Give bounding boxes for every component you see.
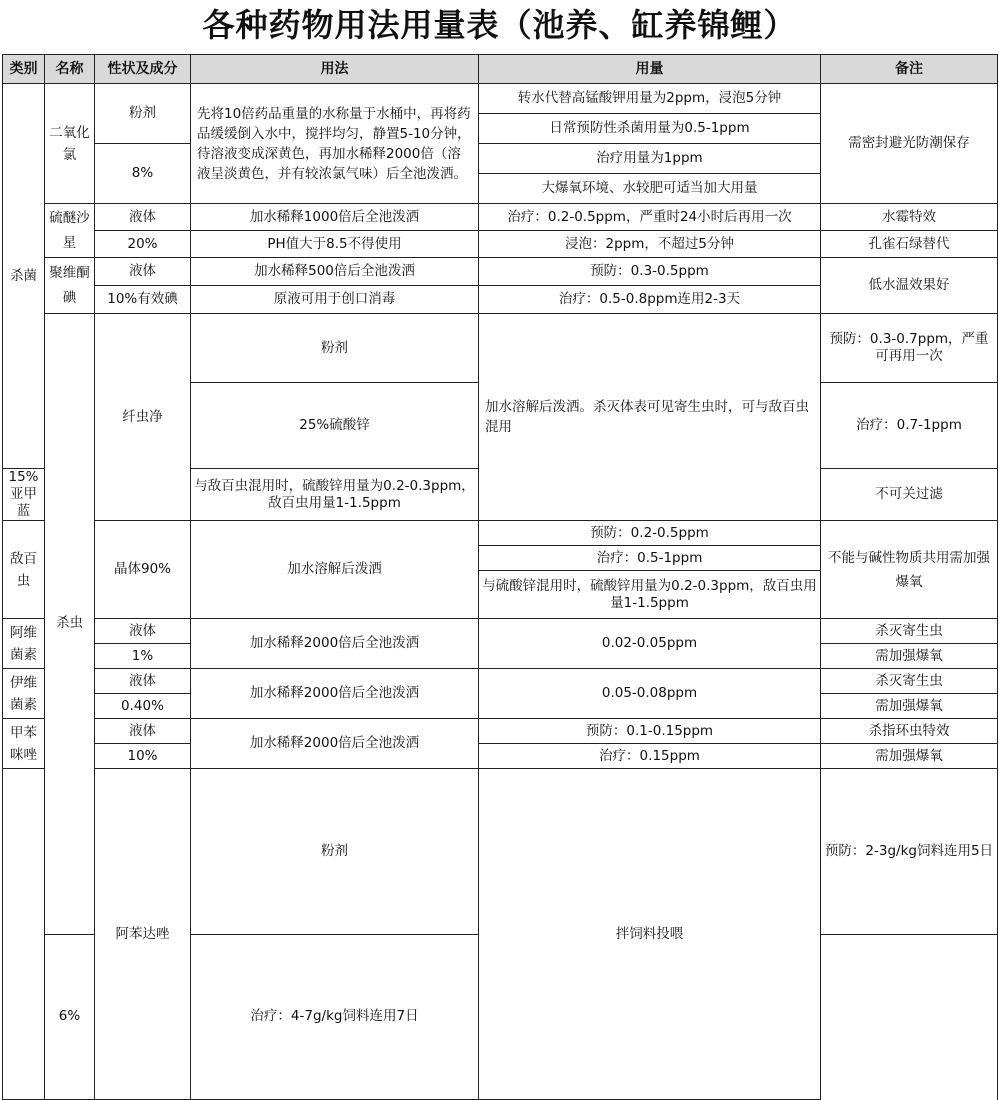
note-cell: 不能与碱性物质共用需加强爆氧 bbox=[821, 521, 998, 619]
drug-usage: 加水稀释2000倍后全池泼洒 bbox=[191, 719, 479, 769]
drug-usage: 加水稀释500倍后全池泼洒 bbox=[191, 258, 479, 286]
drug-usage: 拌饲料投喂 bbox=[479, 769, 821, 1100]
drug-composition: 15%亚甲蓝 bbox=[3, 469, 45, 521]
drug-form: 液体 bbox=[95, 719, 191, 744]
table-row bbox=[3, 619, 998, 644]
category-cell: 杀菌 bbox=[3, 84, 45, 469]
drug-usage: 加水溶解后泼洒 bbox=[191, 521, 479, 619]
header-name: 名称 bbox=[45, 55, 95, 84]
header-dose: 用量 bbox=[479, 55, 821, 84]
table-row bbox=[3, 669, 998, 694]
drug-composition: 8% bbox=[95, 144, 191, 204]
note-cell: 需加强爆氧 bbox=[821, 644, 998, 669]
dose-cell: 预防：0.1-0.15ppm bbox=[479, 719, 821, 744]
drug-name: 硫醚沙星 bbox=[45, 204, 95, 258]
note-cell: 杀指环虫特效 bbox=[821, 719, 998, 744]
dose-cell: 治疗：0.5-0.8ppm连用2-3天 bbox=[479, 286, 821, 314]
page-title: 各种药物用法用量表（池养、缸养锦鲤） bbox=[202, 6, 797, 44]
note-cell: 水霉特效 bbox=[821, 204, 998, 231]
drug-usage: 先将10倍药品重量的水称量于水桶中，再将药品缓缓倒入水中，搅拌均匀，静置5-10分钟，待溶液变成深黄色，再加水稀释2000倍（溶液呈淡黄色，并有较浓氯气味）后全池泼洒。 bbox=[191, 84, 479, 204]
drug-usage: 加水溶解后泼洒。杀灭体表可见寄生虫时，可与敌百虫混用 bbox=[479, 314, 821, 521]
table-row bbox=[3, 719, 998, 744]
dose-cell: 预防：0.3-0.7ppm，严重可再用一次 bbox=[821, 314, 998, 383]
dose-cell: 与硫酸锌混用时，硫酸锌用量为0.2-0.3ppm，敌百虫用量1-1.5ppm bbox=[479, 571, 821, 619]
dose-cell: 与敌百虫混用时，硫酸锌用量为0.2-0.3ppm，敌百虫用量1-1.5ppm bbox=[191, 469, 479, 521]
header-category: 类别 bbox=[3, 55, 45, 84]
table-row bbox=[3, 314, 998, 383]
note-cell: 低水温效果好 bbox=[821, 258, 998, 314]
table-row bbox=[3, 744, 998, 769]
dose-cell: 日常预防性杀菌用量为0.5-1ppm bbox=[479, 114, 821, 144]
drug-usage: PH值大于8.5不得使用 bbox=[191, 231, 479, 258]
dose-cell: 治疗：0.2-0.5ppm，严重时24小时后再用一次 bbox=[479, 204, 821, 231]
dose-cell: 浸泡：2ppm，不超过5分钟 bbox=[479, 231, 821, 258]
drug-name: 伊维菌素 bbox=[3, 669, 45, 719]
header-usage: 用法 bbox=[191, 55, 479, 84]
note-cell: 需密封避光防潮保存 bbox=[821, 84, 998, 204]
dose-cell: 预防：2-3g/kg饲料连用5日 bbox=[821, 769, 998, 935]
dose-cell: 转水代替高锰酸钾用量为2ppm，浸泡5分钟 bbox=[479, 84, 821, 114]
dose-cell: 治疗：4-7g/kg饲料连用7日 bbox=[191, 934, 479, 1100]
header-note: 备注 bbox=[821, 55, 998, 84]
drug-usage: 加水稀释2000倍后全池泼洒 bbox=[191, 669, 479, 719]
drug-usage: 原液可用于创口消毒 bbox=[191, 286, 479, 314]
drug-form: 粉剂 bbox=[191, 769, 479, 935]
table-row bbox=[3, 231, 998, 258]
header-form: 性状及成分 bbox=[95, 55, 191, 84]
header-row bbox=[3, 55, 998, 84]
drug-form: 液体 bbox=[95, 669, 191, 694]
dosage-table bbox=[2, 54, 998, 1100]
drug-composition: 6% bbox=[45, 934, 95, 1100]
drug-composition: 0.40% bbox=[95, 694, 191, 719]
drug-composition: 25%硫酸锌 bbox=[191, 383, 479, 469]
table-row bbox=[3, 258, 998, 286]
drug-composition: 20% bbox=[95, 231, 191, 258]
dose-cell: 治疗：0.7-1ppm bbox=[821, 383, 998, 469]
drug-name: 纤虫净 bbox=[95, 314, 191, 521]
category-cell: 杀虫 bbox=[45, 314, 95, 935]
note-cell: 需加强爆氧 bbox=[821, 694, 998, 719]
drug-form: 液体 bbox=[95, 619, 191, 644]
drug-name: 聚维酮碘 bbox=[45, 258, 95, 314]
dose-cell: 预防：0.3-0.5ppm bbox=[479, 258, 821, 286]
dose-cell: 治疗用量为1ppm bbox=[479, 144, 821, 174]
drug-usage: 加水稀释1000倍后全池泼洒 bbox=[191, 204, 479, 231]
table-row bbox=[3, 84, 998, 114]
dose-cell: 大爆氧环境、水较肥可适当加大用量 bbox=[479, 174, 821, 204]
drug-form: 粉剂 bbox=[191, 314, 479, 383]
drug-composition: 10%有效碘 bbox=[95, 286, 191, 314]
drug-name: 阿苯达唑 bbox=[95, 769, 191, 1100]
drug-composition: 10% bbox=[95, 744, 191, 769]
drug-form: 粉剂 bbox=[95, 84, 191, 144]
table-row bbox=[3, 769, 998, 935]
drug-form: 液体 bbox=[95, 258, 191, 286]
note-cell: 杀灭寄生虫 bbox=[821, 619, 998, 644]
note-cell: 孔雀石绿替代 bbox=[821, 231, 998, 258]
category-cell bbox=[3, 769, 45, 1100]
drug-name: 二氧化氯 bbox=[45, 84, 95, 204]
drug-composition: 1% bbox=[95, 644, 191, 669]
table-row bbox=[3, 521, 998, 546]
dose-cell: 0.02-0.05ppm bbox=[479, 619, 821, 669]
note-cell: 杀灭寄生虫 bbox=[821, 669, 998, 694]
drug-name: 甲苯咪唑 bbox=[3, 719, 45, 769]
dose-cell: 预防：0.2-0.5ppm bbox=[479, 521, 821, 546]
drug-form: 液体 bbox=[95, 204, 191, 231]
drug-name: 阿维菌素 bbox=[3, 619, 45, 669]
drug-usage: 加水稀释2000倍后全池泼洒 bbox=[191, 619, 479, 669]
drug-name: 敌百虫 bbox=[3, 521, 45, 619]
dose-cell: 治疗：0.15ppm bbox=[479, 744, 821, 769]
note-cell: 不可关过滤 bbox=[821, 469, 998, 521]
table-row bbox=[3, 204, 998, 231]
dose-cell: 0.05-0.08ppm bbox=[479, 669, 821, 719]
drug-composition: 晶体90% bbox=[95, 521, 191, 619]
note-cell: 需加强爆氧 bbox=[821, 744, 998, 769]
dose-cell: 治疗：0.5-1ppm bbox=[479, 546, 821, 571]
